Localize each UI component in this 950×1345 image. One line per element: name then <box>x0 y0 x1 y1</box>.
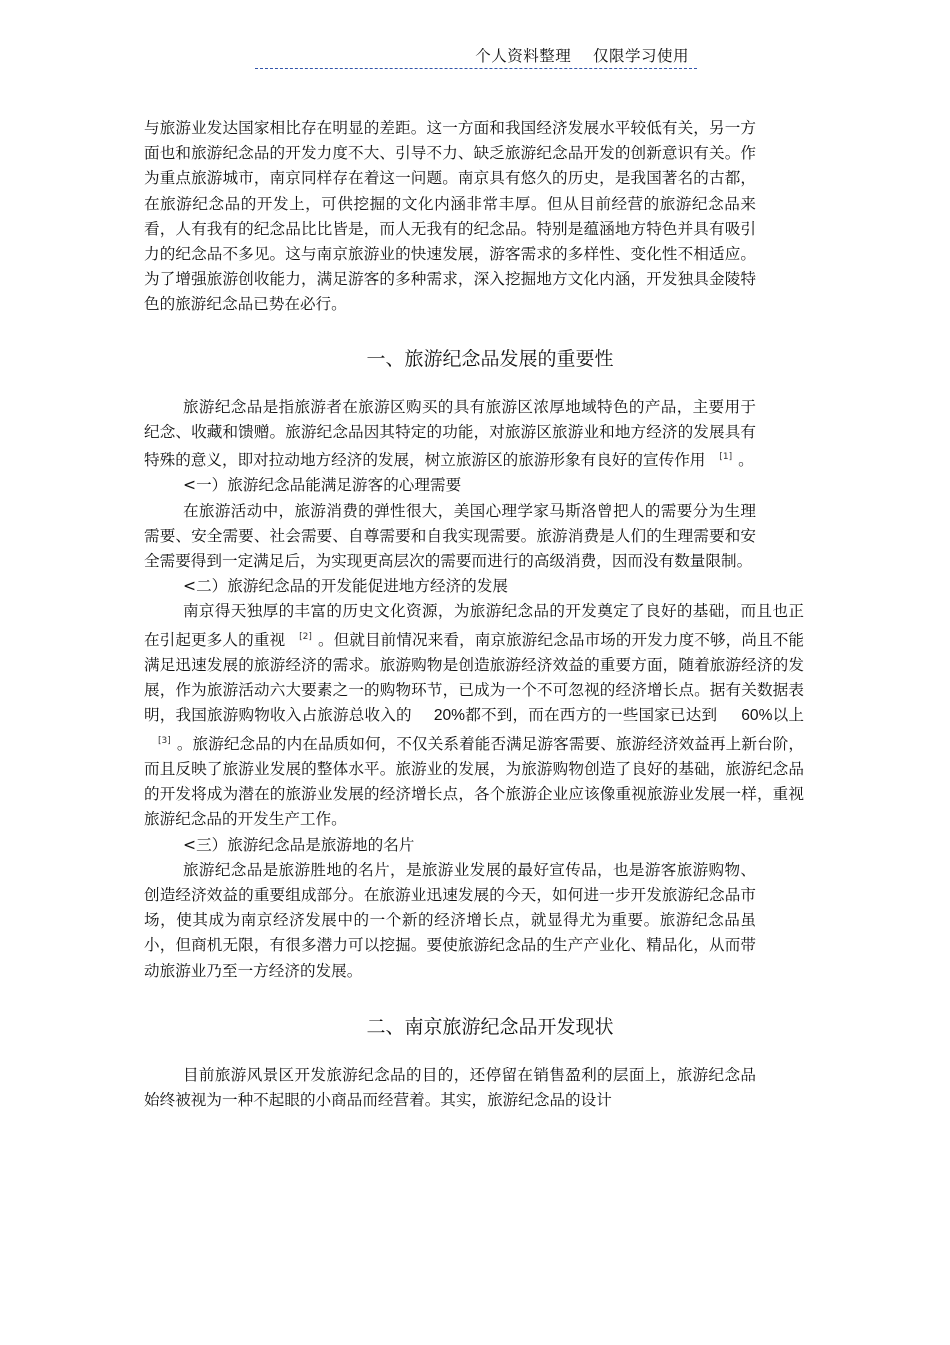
document-body <box>144 116 804 1113</box>
header-text: 个人资料整理 仅限学习使用 <box>475 47 689 65</box>
subsection-1-paragraph: 在旅游活动中，旅游消费的弹性很大，美国心理学家马斯洛曾把人的需要分为生理需要、安全需要、社会需要、自尊需要和自我实现需要。旅游消费是人们的生理需要和安全需要得到一定满足后，为实现更高层次的需要而进行的高级消费，因而没有数量限制。 <box>144 501 756 571</box>
subsection-2-text-e: 。旅游纪念品的内在品质如何，不仅关系着能否满足游客需要、旅游经济效益再上新台阶，而且反映了旅游业发展的整体水平。旅游业的发展，为旅游购物创造了良好的基础，旅游纪念品的开发将成为潜在的旅游业发展的经济增长点，各个旅游企业应该像重视旅游业发展一样，重视旅游纪念品的开发生产工作。 <box>144 734 804 829</box>
citation-2: [2] <box>299 631 312 642</box>
subsection-2-paragraph <box>144 599 804 832</box>
subsection-2-text-a: 南京得天独厚的丰富的历史文化资源，为旅游纪念品的开发奠定了良好的基础，而且也正在引起更多人的重视 <box>144 602 804 649</box>
subheading-1: <一）旅游纪念品能满足游客的心理需要 <box>183 476 462 495</box>
citation-1: [1] <box>719 452 733 463</box>
subheading-2: <二）旅游纪念品的开发能促进地方经济的发展 <box>183 577 508 596</box>
section-1-text: 旅游纪念品是指旅游者在旅游区购买的具有旅游区浓厚地域特色的产品，主要用于纪念、收藏和馈赠。旅游纪念品因其特定的功能，对旅游区旅游业和地方经济的发展具有特殊的意义，即对拉动地方经济的发展，树立旅游区的旅游形象有良好的宣传作用 <box>144 397 756 470</box>
subsection-3-paragraph: 旅游纪念品是旅游胜地的名片，是旅游业发展的最好宣传品，也是游客旅游购物、创造经济效益的重要组成部分。在旅游业迅速发展的今天，如何进一步开发旅游纪念品市场，使其成为南京经济发展中的一个新的经济增长点，就显得尤为重要。旅游纪念品虽小，但商机无限，有很多潜力可以挖掘。要使旅游纪念品的生产产业化、精品化，从而带动旅游业乃至一方经济的发展。 <box>144 860 756 980</box>
subheading-3: <三）旅游纪念品是旅游地的名片 <box>183 835 415 854</box>
section-1-end: 。 <box>738 451 754 470</box>
subsection-2-text-d: 以上 <box>772 706 804 725</box>
subsection-2-text-b: 。但就目前情况来看，南京旅游纪念品市场的开发力度不够，尚且不能满足迅速发展的旅游经济的需求。旅游购物是创造旅游经济效益的重要方面，随着旅游经济的发展，作为旅游活动六大要素之一的购物环节，已成为一个不可忽视的经济增长点。据有关数据表明，我国旅游购物收入占旅游总收入的 <box>144 630 804 725</box>
percent-20: 20% <box>433 707 466 725</box>
section-1-paragraph <box>144 395 756 474</box>
subsection-2-text-c: 都不到，而在西方的一些国家已达到 <box>465 706 718 725</box>
section-2-paragraph: 目前旅游风景区开发旅游纪念品的目的，还停留在销售盈利的层面上，旅游纪念品始终被视为一种不起眼的小商品而经营着。其实，旅游纪念品的设计 <box>144 1065 756 1110</box>
intro-paragraph: 与旅游业发达国家相比存在明显的差距。这一方面和我国经济发展水平较低有关，另一方面也和旅游纪念品的开发力度不大、引导不力、缺乏旅游纪念品开发的创新意识有关。作为重点旅游城市，南京同样存在着这一问题。南京具有悠久的历史，是我国著名的古都，在旅游纪念品的开发上，可供挖掘的文化内涵非常丰厚。但从目前经营的旅游纪念品来看，人有我有的纪念品比比皆是，而人无我有的纪念品。特别是蕴涵地方特色并具有吸引力的纪念品不多见。这与南京旅游业的快速发展，游客需求的多样性、变化性不相适应。为了增强旅游创收能力，满足游客的多种需求，深入挖掘地方文化内涵，开发独具金陵特色的旅游纪念品已势在必行。 <box>144 119 756 314</box>
citation-3: [3] <box>158 735 171 746</box>
percent-60: 60% <box>741 707 773 725</box>
page-header <box>255 44 697 69</box>
section-2-title: 二、南京旅游纪念品开发现状 <box>366 1015 614 1038</box>
section-1-title: 一、旅游纪念品发展的重要性 <box>366 347 614 370</box>
